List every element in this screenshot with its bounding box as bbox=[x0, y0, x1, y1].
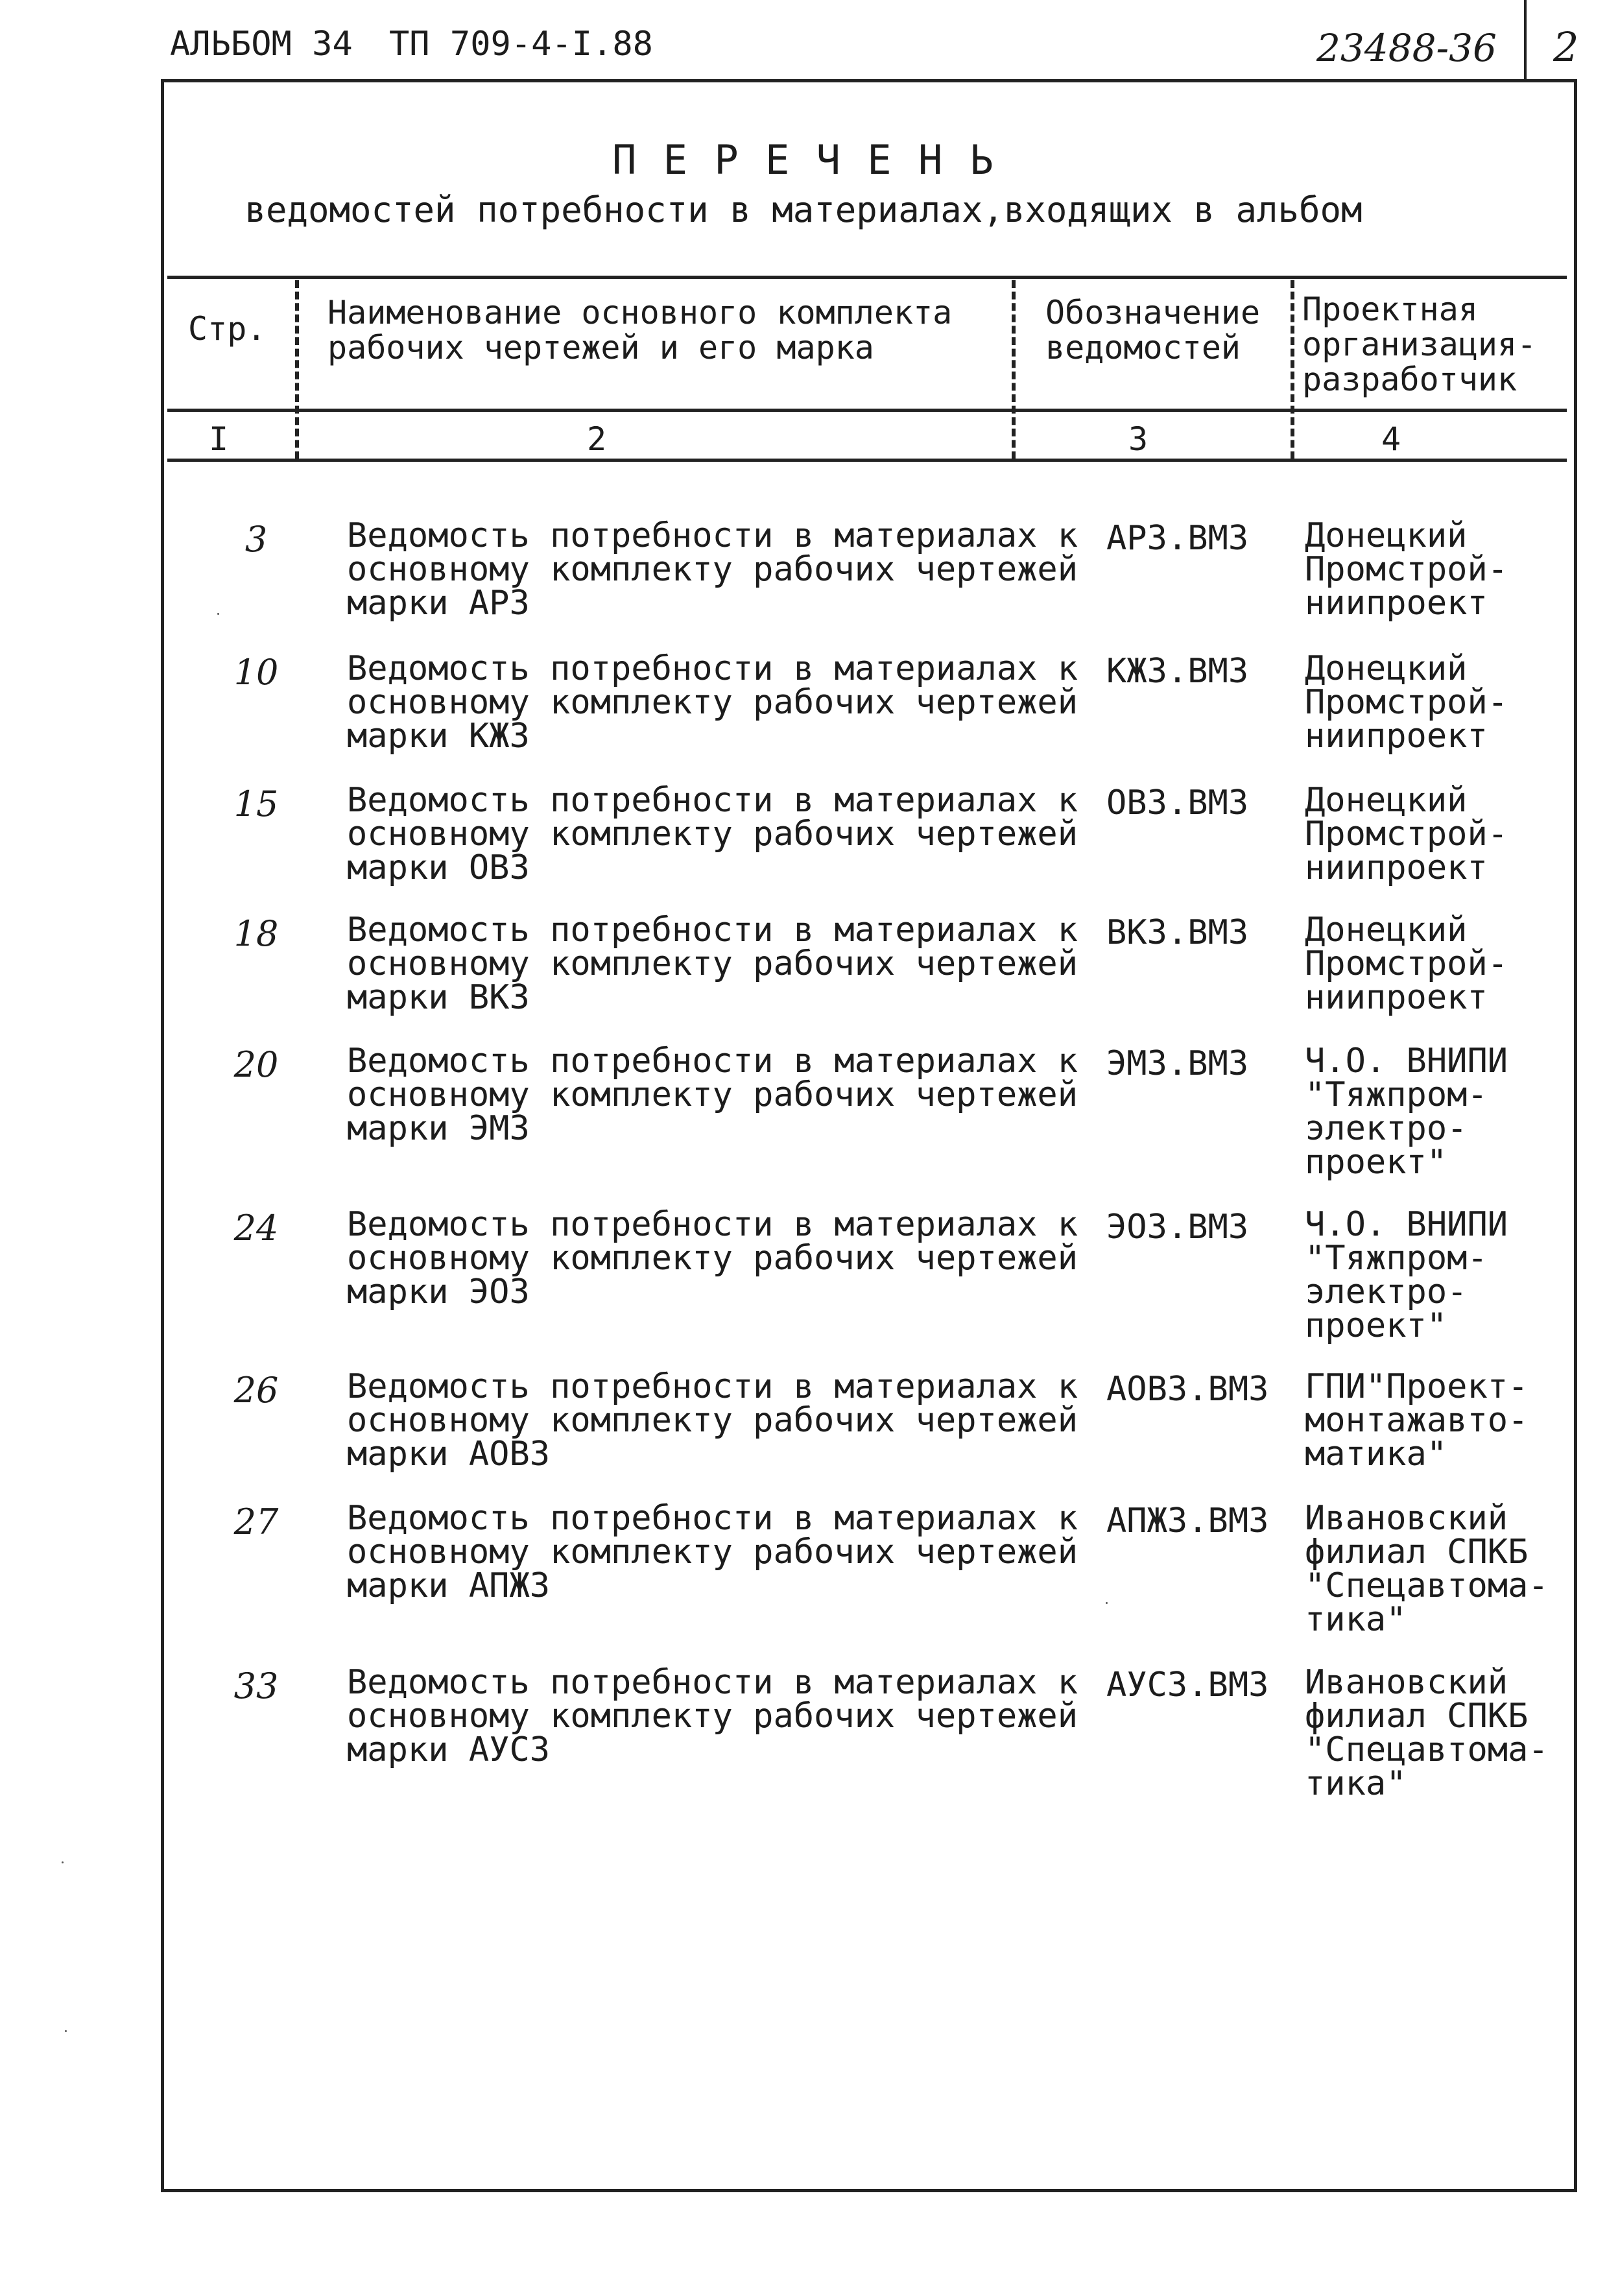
column-separator-3 bbox=[1291, 280, 1294, 459]
row-page-number: 10 bbox=[233, 652, 279, 693]
scan-speck bbox=[217, 613, 219, 615]
sheet-number: 2 bbox=[1553, 23, 1579, 71]
scan-speck bbox=[65, 2030, 67, 2032]
column-header-name: Наименование основного комплекта рабочих чертежей и его марка bbox=[327, 294, 953, 366]
row-code: ВКЗ.ВМЗ bbox=[1106, 913, 1249, 952]
row-organization: Донецкий Промстрой- ниипроект bbox=[1305, 911, 1508, 1017]
row-name: Ведомость потребности в материалах к основному комплекту рабочих чертежей марки АОВЗ bbox=[347, 1367, 1078, 1474]
row-code: АОВЗ.ВМЗ bbox=[1106, 1370, 1269, 1409]
row-code: АПЖЗ.ВМЗ bbox=[1106, 1501, 1269, 1540]
row-organization: Донецкий Промстрой- ниипроект bbox=[1305, 649, 1508, 756]
row-page-number: 15 bbox=[233, 783, 279, 824]
row-page-number: 27 bbox=[233, 1501, 279, 1542]
column-number-2: 2 bbox=[587, 420, 607, 458]
sheet-divider bbox=[1524, 0, 1527, 81]
row-code: ЭМЗ.ВМЗ bbox=[1106, 1044, 1249, 1083]
column-separator-1 bbox=[295, 280, 299, 459]
row-page-number: 18 bbox=[233, 913, 279, 954]
row-name: Ведомость потребности в материалах к основному комплекту рабочих чертежей марки АПЖЗ bbox=[347, 1499, 1078, 1605]
row-name: Ведомость потребности в материалах к основному комплекту рабочих чертежей марки ЭОЗ bbox=[347, 1205, 1078, 1311]
row-organization: Ч.О. ВНИПИ "Тяжпром- электро- проект" bbox=[1305, 1205, 1508, 1345]
table-top-line bbox=[167, 276, 1567, 279]
tp-label: ТП 709-4-I.88 bbox=[389, 25, 653, 64]
row-page-number: 33 bbox=[233, 1666, 279, 1706]
row-name: Ведомость потребности в материалах к основному комплекту рабочих чертежей марки КЖЗ bbox=[347, 649, 1078, 756]
column-number-4: 4 bbox=[1381, 420, 1401, 458]
column-number-1: I bbox=[209, 420, 229, 458]
row-page-number: 3 bbox=[244, 519, 268, 560]
row-code: АРЗ.ВМЗ bbox=[1106, 519, 1249, 558]
column-numbers-line bbox=[167, 459, 1567, 462]
row-organization: Ивановский филиал СПКБ "Спецавтома- тика" bbox=[1305, 1499, 1549, 1639]
column-header-code: Обозначение ведомостей bbox=[1045, 294, 1261, 366]
row-code: АУСЗ.ВМЗ bbox=[1106, 1666, 1269, 1704]
row-code: КЖЗ.ВМЗ bbox=[1106, 652, 1249, 691]
row-organization: Ч.О. ВНИПИ "Тяжпром- электро- проект" bbox=[1305, 1042, 1508, 1182]
row-organization: Донецкий Промстрой- ниипроект bbox=[1305, 781, 1508, 887]
row-organization: Донецкий Промстрой- ниипроект bbox=[1305, 516, 1508, 623]
list-title: П Е Р Е Ч Е Н Ь bbox=[612, 136, 995, 184]
row-page-number: 24 bbox=[233, 1208, 279, 1249]
column-separator-2 bbox=[1012, 280, 1016, 459]
scan-speck bbox=[62, 1861, 64, 1863]
header-bottom-line bbox=[167, 409, 1567, 412]
row-organization: ГПИ"Проект- монтажавто- матика" bbox=[1305, 1367, 1529, 1474]
scan-speck bbox=[1106, 1602, 1108, 1604]
row-name: Ведомость потребности в материалах к основному комплекту рабочих чертежей марки ЭМЗ bbox=[347, 1042, 1078, 1148]
row-name: Ведомость потребности в материалах к основному комплекту рабочих чертежей марки ВКЗ bbox=[347, 911, 1078, 1017]
album-label: АЛЬБОМ 34 bbox=[170, 25, 353, 64]
row-organization: Ивановский филиал СПКБ "Спецавтома- тика" bbox=[1305, 1663, 1549, 1803]
column-header-page: Стр. bbox=[188, 310, 267, 348]
row-page-number: 20 bbox=[233, 1044, 279, 1085]
row-name: Ведомость потребности в материалах к основному комплекту рабочих чертежей марки АУСЗ bbox=[347, 1663, 1078, 1769]
row-name: Ведомость потребности в материалах к основному комплекту рабочих чертежей марки АРЗ bbox=[347, 516, 1078, 623]
row-name: Ведомость потребности в материалах к основному комплекту рабочих чертежей марки ОВЗ bbox=[347, 781, 1078, 887]
row-code: ОВЗ.ВМЗ bbox=[1106, 783, 1249, 822]
column-header-org: Проектная организация- разработчик bbox=[1302, 291, 1537, 398]
list-subtitle: ведомостей потребности в материалах,входящих в альбом bbox=[244, 189, 1363, 230]
column-number-3: 3 bbox=[1128, 420, 1149, 458]
row-page-number: 26 bbox=[233, 1370, 279, 1411]
row-code: ЭОЗ.ВМЗ bbox=[1106, 1208, 1249, 1247]
doc-number: 23488-36 bbox=[1316, 26, 1497, 70]
